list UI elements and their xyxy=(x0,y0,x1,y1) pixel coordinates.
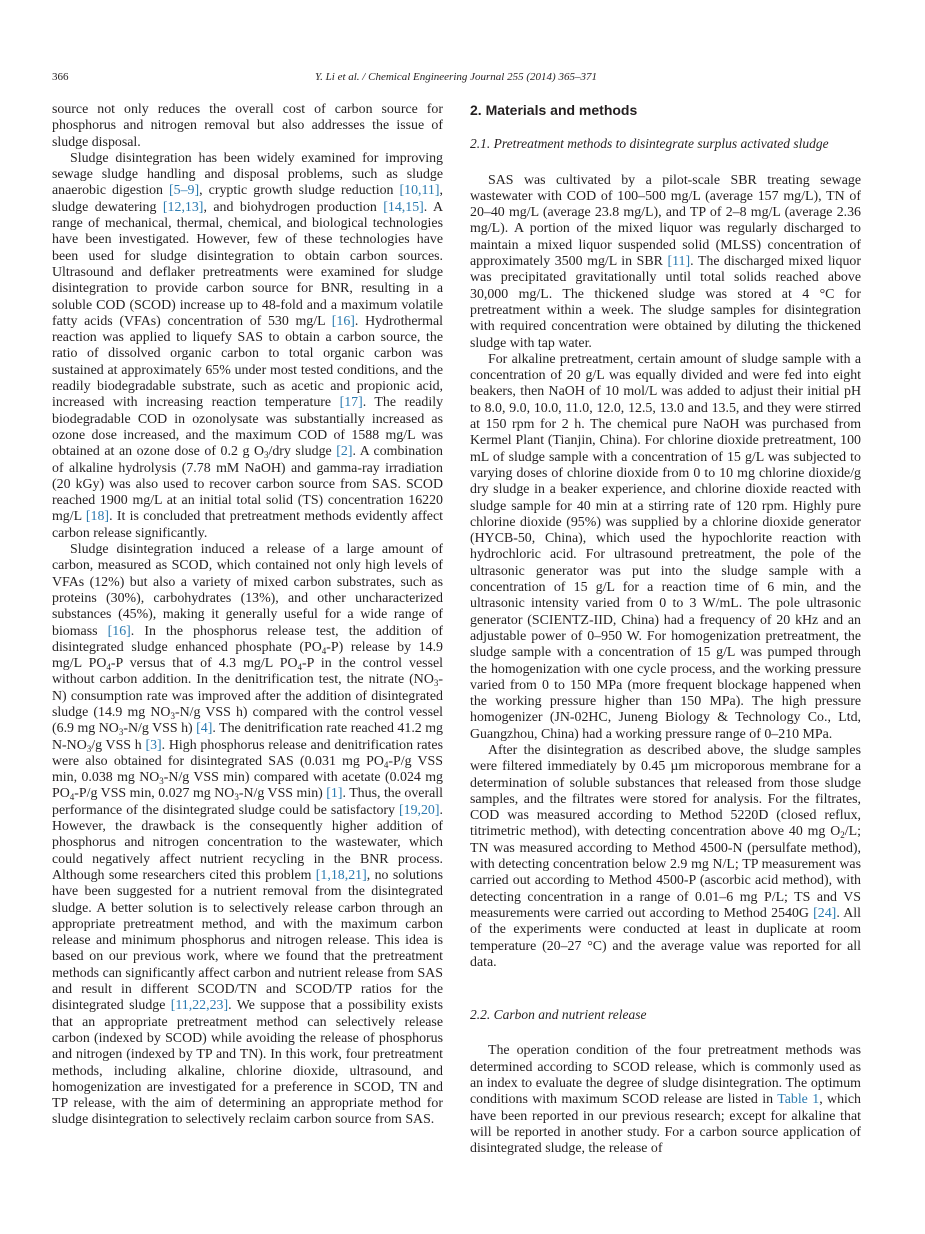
citation-link[interactable]: [1] xyxy=(326,786,343,802)
citation-link[interactable]: [10,11] xyxy=(399,183,440,199)
subscript: 4 xyxy=(321,645,327,656)
text-run: The operation condition of the four pretreatment methods was determined according to SCOD release, which is commonly used as an index to evaluate the degree of sludge disintegration. The optimum conditions with maximum SCOD release are listed in xyxy=(470,1043,861,1108)
citation-link[interactable]: [19,20] xyxy=(399,802,440,818)
text-run: , and biohydrogen production xyxy=(203,199,384,215)
text-run: . A combination of alkaline hydrolysis (7.78 mM NaOH) and gamma-ray irradiation (20 kGy) was also used to recover carbon source from SAS. SCOD reached 1900 mg/L at an initial total solid (TS) concentration 16220 mg/L xyxy=(52,444,443,525)
text-run: . Thus, the overall performance of the disintegrated sludge could be satisfactory xyxy=(52,786,443,818)
text-run: /g VSS h xyxy=(91,737,146,753)
subsection-1-body xyxy=(470,173,861,972)
text-run: After the disintegration as described above, the sludge samples were filtered immediately by 0.45 µm microporous membrane for a determination of soluble substances that released from those sludge samples, and the filtrates were stored for analysis. For the filtrates, COD was measured according to Method 5220D (closed reflux, titrimetric method), with detecting concentration above 40 mg O xyxy=(470,742,861,840)
text-run: . In the phosphorus release test, the addition of disintegrated sludge enhanced phosphate (PO xyxy=(52,623,443,655)
citation-link[interactable]: [11,22,23] xyxy=(170,998,229,1014)
running-title: Y. Li et al. / Chemical Engineering Journal 255 (2014) 365–371 xyxy=(315,71,597,83)
subsection-title: 2.2. Carbon and nutrient release xyxy=(470,1007,647,1023)
subscript: 3 xyxy=(159,776,164,787)
citation-link[interactable]: [16] xyxy=(331,313,355,329)
citation-link[interactable]: [14,15] xyxy=(383,199,424,215)
section-title: 2. Materials and methods xyxy=(470,102,638,118)
subscript: 3 xyxy=(86,743,92,754)
text-run: -P/g VSS min, 0.038 mg NO xyxy=(52,753,443,786)
subscript: 3 xyxy=(263,450,269,461)
subscript: 3 xyxy=(170,710,175,721)
citation-link[interactable]: [12,13] xyxy=(162,199,204,215)
text-run: , no solutions have been suggested for a nutrient removal from the disintegrated sludge. A better solution is to selectively release carbon through an appropriate pretreatment method, and with the maximum carbon release and minimum phosphorus and nitrogen release. This idea is based on our previous work, where we found that the pretreatment methods can significantly affect carbon and nutrient release from SAS and result in different SCOD/TN and SCOD/TP ratios for the disintegrated sludge xyxy=(52,867,443,1014)
text-run: -N/g VSS min) compared with acetate (0.024 mg PO xyxy=(52,770,443,802)
text-run: . Hydrothermal reaction was applied to liquefy SAS to obtain a carbon source, the ratio of dissolved organic carbon to total organic carbon was sustained at approximately 65% under most tested conditions, and the readily biodegradable substrate, such as acetic and propionic acid, increased with increasing reaction temperature xyxy=(52,313,443,411)
citation-link[interactable]: [17] xyxy=(339,395,363,411)
text-run: -P versus that of 4.3 mg/L PO xyxy=(110,656,298,672)
citation-link[interactable]: [1,18,21] xyxy=(315,867,367,883)
text-run: -P) release by 14.9 mg/L PO xyxy=(52,639,443,672)
page-number: 366 xyxy=(52,71,69,83)
text-run: Sludge disintegration has been widely examined for improving sewage sludge handling and disposal problems, such as sludge anaerobic digestion xyxy=(52,150,443,199)
paragraph xyxy=(52,542,443,1129)
text-run: . The discharged mixed liquor was precipitated gravitationally until total solids reached above 30,000 mg/L. The thickened sludge was stored at 4 °C for pretreatment within a week. The sludge samples for disintegration with required concentration were obtained by diluting the thickened sludge with tap water. xyxy=(470,254,861,351)
paragraph xyxy=(470,1043,861,1157)
citation-link[interactable]: [5–9] xyxy=(169,183,200,199)
paragraph xyxy=(470,743,861,971)
citation-link[interactable]: [18] xyxy=(85,509,110,525)
citation-link[interactable]: [24] xyxy=(813,905,837,921)
text-run: . High phosphorus release and denitrification rates were also obtained for disintegrated SAS (0.031 mg PO xyxy=(52,737,443,769)
text-run: . We suppose that a possibility exists that an appropriate pretreatment method can selectively release carbon (indexed by SCOD) while avoiding the release of phosphorus and nitrogen (indexed by TP and TN). In this work, four pretreatment methods, including alkaline, chlorine dioxide, ultrasound, and homogenization are investigated for a preference in SCOD, TN and TP release, with the aim of determining an appropriate method for sludge disintegration to selectively reclaim carbon source from SAS. xyxy=(52,998,443,1128)
subscript: 4 xyxy=(297,662,302,673)
text-run: . The denitrification rate reached 41.2 mg N-NO xyxy=(52,721,444,753)
text-run: /L; TN was measured according to Method 4500-N (persulfate method), with detecting concentration below 2.9 mg N/L; TP measurement was carried out according to Method 4500-P (ascorbic acid method), with detecting concentration in a range of 0.01–6 mg P/L; TS and VS measurements were carried out according to Method 2540G xyxy=(470,824,861,921)
citation-link[interactable]: [3] xyxy=(145,737,162,753)
text-run: For alkaline pretreatment, certain amount of sludge sample with a concentration of 20 g/L was equally divided and were fed into eight beakers, then NaOH of 10 mol/L was added to adjust their initial pH to 8.0, 9.0, 10.0, 11.0, 12.0, 12.5, 13.0 and 13.5, and they were stirred at 150 rpm for 2 h. The chemical pure NaOH was purchased from Kermel Plant (Tianjin, China). For chlorine dioxide pretreatment, 100 mL of sludge sample with a concentration of 15 g/L was subjected to varying doses of chlorine dioxide from 0 to 10 mg chlorine dioxide/g dry sludge in a beaker experience, and chlorine dioxide reacted with sludge sample for 40 min at a stirring rate of 120 rpm. Highly pure chlorine dioxide (95%) was supplied by a chlorine dioxide generator (HYCB-50, China), which used the hypochlorite reaction with hydrochloric acid. For ultrasound pretreatment, the pole of the ultrasonic generator was put into the sludge sample with a concentration of 15 g/L for a reaction time of 6 min, and the ultrasonic intensity varied from 0 to 3 W/mL. The pole ultrasonic generator (SCIENTZ-IID, China) had a frequency of 20 kHz and an adjustable power of 0–950 W. For homogenization pretreatment, the sludge sample with a concentration of 15 g/L was pumped through the homogenization with one cycle process, and the working pressure varied from 0 to 150 MPa (more frequent blockage happened when the working pressure higher than 150 MPa). The high pressure homogenizer (JN-02HC, Juneng Biology & Technology Co., Ltd, Guangzhou, China) had a working pressure range of 0–210 MPa. xyxy=(470,351,861,742)
text-run: , cryptic growth sludge reduction xyxy=(199,183,400,199)
text-run: . All of the experiments were conducted at least in duplicate at room temperature (20–27 °C) and the average value was reported for all data. xyxy=(470,905,861,970)
subscript: 4 xyxy=(69,792,75,803)
text-run: source not only reduces the overall cost of carbon source for phosphorus and nitrogen removal but also addresses the issue of sludge disposal. xyxy=(52,102,443,150)
paragraph xyxy=(470,173,861,352)
paragraph xyxy=(470,352,861,743)
paragraph xyxy=(52,102,443,151)
paragraph xyxy=(52,151,443,542)
subsection-title: 2.1. Pretreatment methods to disintegrate surplus activated sludge xyxy=(470,136,829,152)
citation-link[interactable]: [2] xyxy=(336,444,353,460)
citation-link[interactable]: [4] xyxy=(196,721,213,737)
subscript: 3 xyxy=(433,678,439,689)
text-run: . However, the drawback is the consequently higher addition of phosphorus and nitrogen concentration to the wastewater, which could negatively affect nutrient recycling in the BNR process. Although some researchers cited this problem xyxy=(52,802,443,883)
text-run: , which have been reported in our previous research; except for alkaline that will be reported in another study. For a carbon source application of disintegrated sludge, the release of xyxy=(470,1092,861,1157)
text-run: Sludge disintegration induced a release of a large amount of carbon, measured as SCOD, which contained not only high levels of VFAs (12%) but also a variety of mixed carbon substrates, such as proteins (30%), carbohydrates (13%), and other uncharacterized substances (45%), making it generally useful for a wide range of biomass xyxy=(52,542,443,639)
text-run: SAS was cultivated by a pilot-scale SBR treating sewage wastewater with COD of 100–500 mg/L (average 157 mg/L), TN of 20–40 mg/L (average 23.8 mg/L), and TP of 2–8 mg/L (average 2.36 mg/L). A portion of the mixed liquor was regularly discharged to maintain a mixed liquor suspended solid (MLSS) concentration of approximately 3500 mg/L in SBR xyxy=(470,172,861,270)
text-run: -P/g VSS min, 0.027 mg NO xyxy=(74,786,235,802)
text-run: . It is concluded that pretreatment methods evidently affect carbon release significantly. xyxy=(52,509,444,541)
subscript: 2 xyxy=(840,830,845,841)
text-run: -N/g VSS min) xyxy=(238,786,327,802)
subscript: 3 xyxy=(234,792,239,803)
text-run: , sludge dewatering xyxy=(52,183,443,215)
text-run: -N/g VSS h) xyxy=(123,721,197,737)
subscript: 3 xyxy=(118,727,124,738)
text-run: -P in the control vessel without carbon addition. In the denitrification test, the nitrate (NO xyxy=(52,656,444,688)
text-run: . The readily biodegradable COD in ozonolysate was substantially increased as ozone dose increased, and the maximum COD of 1588 mg/L was obtained at an ozone dose of 0.2 g O xyxy=(52,395,444,460)
citation-link[interactable]: Table 1 xyxy=(777,1092,820,1108)
text-run: -N/g VSS h) compared with the control vessel (6.9 mg NO xyxy=(52,704,443,737)
text-run: /dry sludge xyxy=(268,444,337,460)
citation-link[interactable]: [16] xyxy=(107,623,131,639)
text-run: . A range of mechanical, thermal, chemical, and biological technologies have been investigated. However, few of these technologies have been used for sludge disintegration to obtain carbon sources. Ultrasound and deflaker pretreatments were examined for sludge disintegration to provide carbon source for BNR, resulting in a soluble COD (SCOD) increase up to 48-fold and a maximum volatile fatty acids (VFAs) concentration of 530 mg/L xyxy=(52,199,443,329)
left-column xyxy=(52,102,443,1129)
subscript: 4 xyxy=(106,662,111,673)
citation-link[interactable]: [11] xyxy=(667,254,691,270)
body-text xyxy=(52,102,443,1129)
text-run: -N) consumption rate was improved after the addition of disintegrated sludge (14.9 mg NO xyxy=(52,672,443,720)
subscript: 4 xyxy=(383,759,389,770)
subsection-2-body xyxy=(470,1043,861,1157)
right-column xyxy=(470,102,861,1158)
